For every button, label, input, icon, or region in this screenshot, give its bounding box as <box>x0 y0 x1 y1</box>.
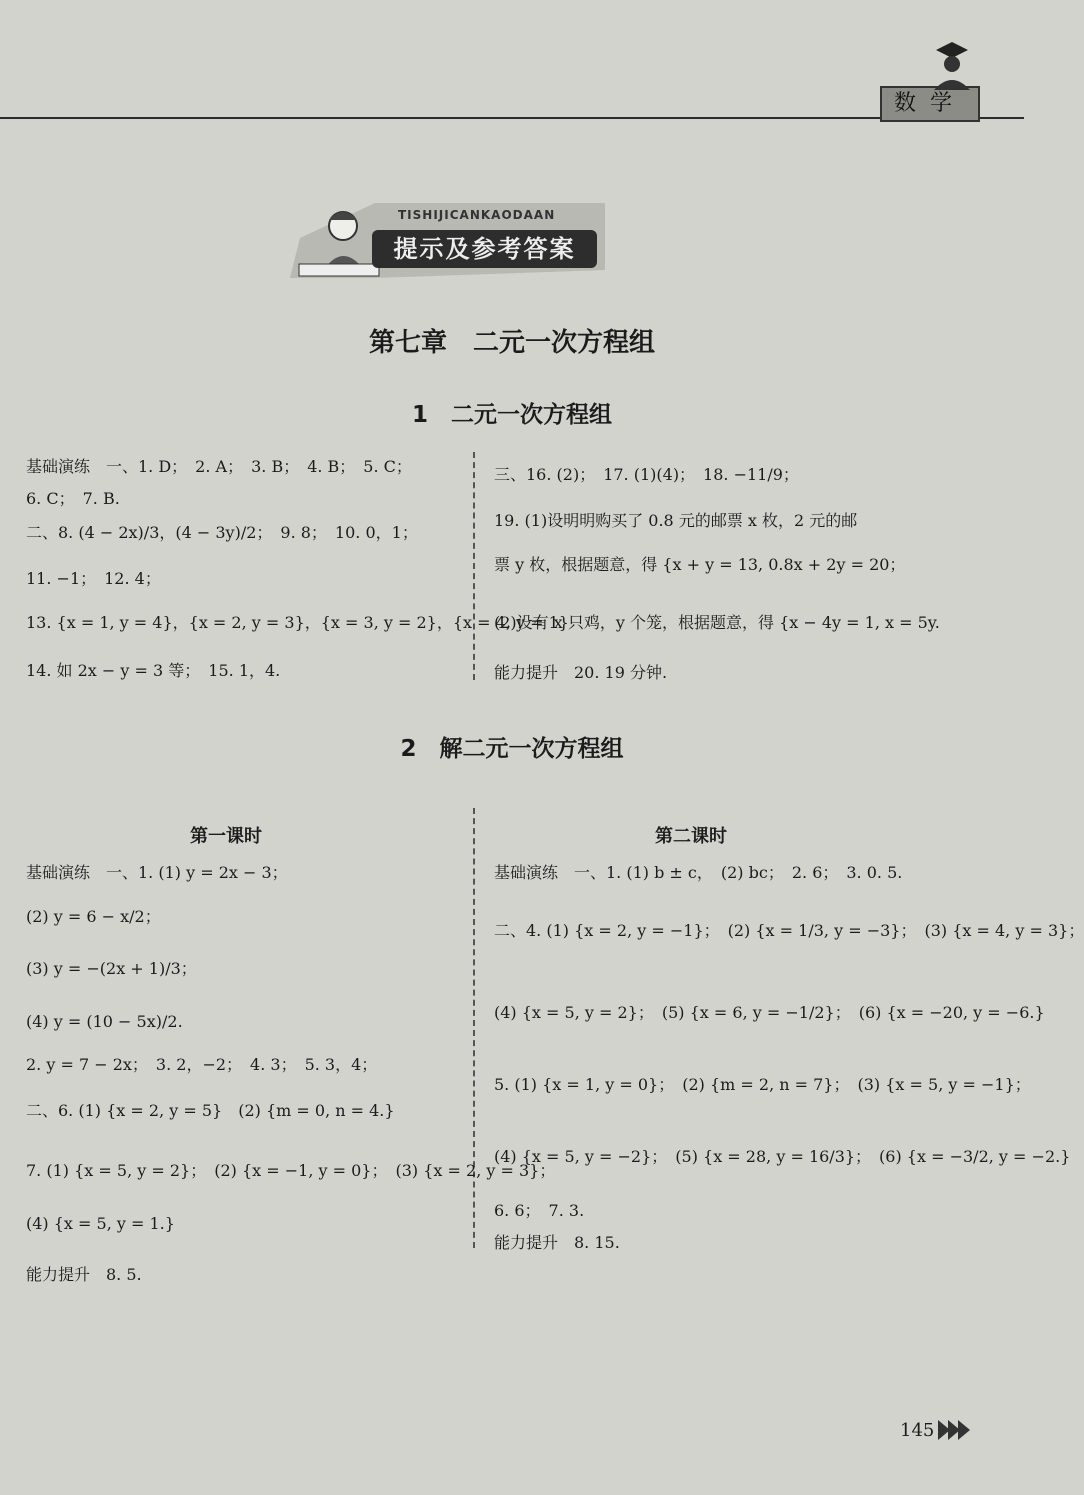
answer-line: 能力提升 20. 19 分钟. <box>494 663 668 682</box>
answer-line: 能力提升 8. 15. <box>494 1233 620 1252</box>
banner-title: 提示及参考答案 <box>372 230 597 268</box>
answer-line: 7. (1) {x = 5, y = 2}； (2) {x = −1, y = 0}； (3) {x = 2, y = 3}； <box>26 1161 556 1180</box>
answer-line: 基础演练 一、1. (1) y = 2x − 3； <box>26 863 288 882</box>
page-number: 145 <box>900 1420 935 1441</box>
section-1-title: 1 二元一次方程组 <box>411 402 612 428</box>
answer-line: 19. (1)设明明购买了 0.8 元的邮票 x 枚，2 元的邮 <box>494 511 858 530</box>
answer-line: 5. (1) {x = 1, y = 0}； (2) {m = 2, n = 7}； (3) {x = 5, y = −1}； <box>494 1075 1031 1094</box>
chapter-title: 第七章 二元一次方程组 <box>368 328 655 358</box>
graduate-icon <box>930 40 974 90</box>
answer-line: 14. 如 2x − y = 3 等； 15. 1，4. <box>26 661 281 680</box>
answer-line: 二、6. (1) {x = 2, y = 5} (2) {m = 0, n = 4.} <box>26 1101 395 1120</box>
answer-line: (2) y = 6 − x/2； <box>26 907 161 926</box>
column-divider <box>473 452 475 680</box>
answer-line: (4) {x = 5, y = 2}； (5) {x = 6, y = −1/2}； (6) {x = −20, y = −6.} <box>494 1003 1045 1022</box>
section-2-title: 2 解二元一次方程组 <box>400 736 624 762</box>
left-subheading: 第一课时 <box>190 826 262 847</box>
answer-line: (2)设有 x 只鸡，y 个笼，根据题意，得 {x − 4y = 1, x = 5y. <box>494 613 940 632</box>
answer-line: (4) y = (10 − 5x)/2. <box>26 1012 183 1031</box>
answer-line: 2. y = 7 − 2x； 3. 2，−2； 4. 3； 5. 3，4； <box>26 1055 378 1074</box>
next-arrow-icon <box>938 1418 972 1442</box>
answer-line: (4) {x = 5, y = 1.} <box>26 1214 175 1233</box>
answer-line: 6. 6； 7. 3. <box>494 1201 585 1220</box>
subject-tab: 数学 <box>880 86 980 122</box>
answer-line: 基础演练 一、1. (1) b ± c， (2) bc； 2. 6； 3. 0. 5. <box>494 863 903 882</box>
answer-line: 13. {x = 1, y = 4}，{x = 2, y = 3}，{x = 3, y = 2}，{x = 4, y = 1} <box>26 613 569 632</box>
answer-line: 能力提升 8. 5. <box>26 1265 142 1284</box>
answer-line: (4) {x = 5, y = −2}； (5) {x = 28, y = 16/3}； (6) {x = −3/2, y = −2.} <box>494 1147 1071 1166</box>
header-rule <box>0 117 1024 119</box>
answer-line: 二、8. (4 − 2x)/3，(4 − 3y)/2； 9. 8； 10. 0，1； <box>26 523 418 542</box>
answer-line: 三、16. (2)； 17. (1)(4)； 18. −11/9； <box>494 465 799 484</box>
column-divider <box>473 808 475 1248</box>
answer-line: 基础演练 一、1. D； 2. A； 3. B； 4. B； 5. C； <box>26 457 412 476</box>
answer-line: (3) y = −(2x + 1)/3； <box>26 959 197 978</box>
right-subheading: 第二课时 <box>655 826 727 847</box>
answer-line: 11. −1； 12. 4； <box>26 569 161 588</box>
answer-line: 二、4. (1) {x = 2, y = −1}； (2) {x = 1/3, y = −3}； (3) {x = 4, y = 3}； <box>494 921 1084 940</box>
answer-line: 票 y 枚，根据题意，得 {x + y = 13, 0.8x + 2y = 20； <box>494 555 906 574</box>
answer-line: 6. C； 7. B. <box>26 489 120 508</box>
banner-subtitle: TISHIJICANKAODAAN <box>398 208 556 222</box>
